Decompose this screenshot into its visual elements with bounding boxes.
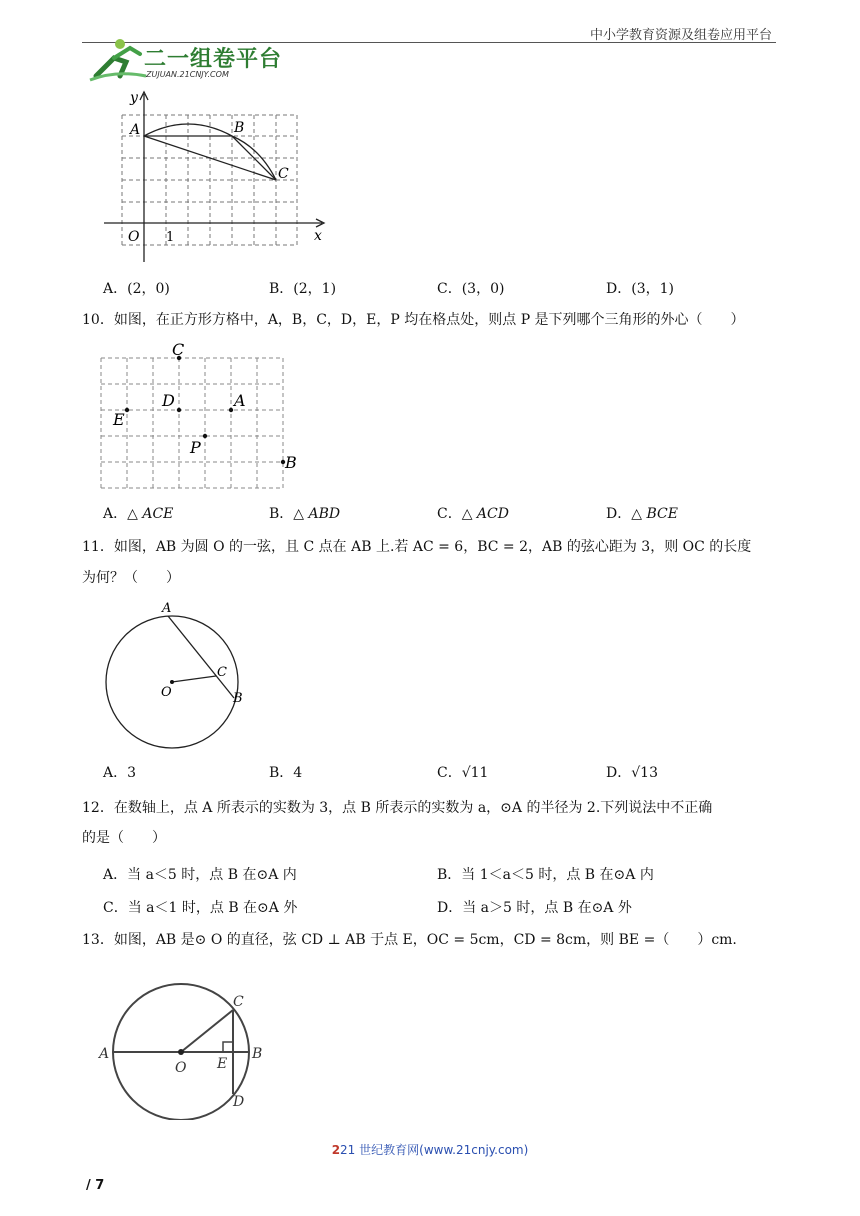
q10-label-e: E <box>113 410 125 429</box>
q13-label-c: C <box>233 994 244 1010</box>
q10-grid <box>101 358 283 488</box>
q13-center-dot <box>178 1049 184 1055</box>
q13-label-a: A <box>99 1046 110 1062</box>
q11-label-a: A <box>162 601 172 616</box>
q13-right-angle-mark <box>223 1042 233 1052</box>
logo-title: 二一组卷平台 <box>144 47 283 72</box>
q13-stem: 13．如图，AB 是⊙ O 的直径，弦 CD ⊥ AB 于点 E，OC = 5cm，CD = 8cm，则 BE =（ ）cm. <box>82 932 737 948</box>
q11-option-b[interactable]: B．4 <box>269 765 303 781</box>
q9-y-label: y <box>130 90 138 106</box>
q10-option-b[interactable]: B．△ ABD <box>269 506 341 522</box>
q11-segment-oc <box>172 676 216 682</box>
q12-option-d[interactable]: D．当 a＞5 时，点 B 在⊙A 外 <box>437 900 632 916</box>
q11-center-dot <box>170 680 174 684</box>
q11-stem-line2: 为何？（ ） <box>82 570 180 586</box>
q13-label-d: D <box>233 1094 245 1110</box>
q10-label-c: C <box>172 340 185 359</box>
q10-option-a[interactable]: A．△ ACE <box>103 506 174 522</box>
q12-stem-line1: 12．在数轴上，点 A 所表示的实数为 3，点 B 所表示的实数为 a，⊙A 的半径为 2.下列说法中不正确 <box>82 800 713 816</box>
q10-point-d <box>177 408 181 412</box>
q10-option-c[interactable]: C．△ ACD <box>437 506 509 522</box>
q11-figure <box>100 598 260 753</box>
page-total: / 7 <box>86 1178 105 1193</box>
q9-figure <box>100 90 330 265</box>
q10-label-a: A <box>234 391 246 410</box>
footer-page-number: 2 <box>331 1143 341 1157</box>
q9-label-o: O <box>128 229 140 245</box>
q9-option-d[interactable]: D．(3，1) <box>606 281 674 297</box>
q10-label-b: B <box>285 453 297 472</box>
q10-point-a <box>229 408 233 412</box>
q10-figure <box>95 338 305 498</box>
q10-stem: 10．如图，在正方形方格中，A，B，C，D，E，P 均在格点处，则点 P 是下列哪个三角形的外心（ ） <box>82 312 745 328</box>
q9-label-a: A <box>130 122 141 138</box>
q11-stem-line1: 11．如图，AB 为圆 O 的一弦，且 C 点在 AB 上.若 AC = 6，BC = 2，AB 的弦心距为 3，则 OC 的长度 <box>82 539 752 555</box>
q12-option-b[interactable]: B．当 1＜a＜5 时，点 B 在⊙A 内 <box>437 867 654 883</box>
q10-point-e <box>125 408 129 412</box>
q11-label-c: C <box>217 665 227 680</box>
q12-stem-line2: 的是（ ） <box>82 830 166 846</box>
q9-label-c: C <box>278 166 289 182</box>
q11-option-a[interactable]: A．3 <box>103 765 137 781</box>
page-footer <box>0 1141 860 1158</box>
q9-label-one: 1 <box>166 230 175 245</box>
q10-option-d[interactable]: D．△ BCE <box>606 506 678 522</box>
q11-chord-ab <box>168 616 234 698</box>
q11-label-o: O <box>161 685 172 700</box>
q12-option-a[interactable]: A．当 a＜5 时，点 B 在⊙A 内 <box>103 867 297 883</box>
q10-point-p <box>203 434 207 438</box>
site-logo <box>86 36 296 86</box>
q13-label-b: B <box>252 1046 263 1062</box>
q11-option-d[interactable]: D．√13 <box>606 765 658 781</box>
q11-option-c[interactable]: C．√11 <box>437 765 489 781</box>
q9-x-label: x <box>314 228 322 244</box>
q9-label-b: B <box>234 120 245 136</box>
q12-option-c[interactable]: C．当 a＜1 时，点 B 在⊙A 外 <box>103 900 298 916</box>
logo-subtitle: ZUJUAN.21CNJY.COM <box>146 70 229 79</box>
q9-option-a[interactable]: A．(2，0) <box>103 281 170 297</box>
q10-label-d: D <box>162 391 175 410</box>
q11-label-b: B <box>233 691 243 706</box>
footer-site-link[interactable]: 21 世纪教育网(www.21cnjy.com) <box>340 1143 529 1157</box>
platform-name: 中小学教育资源及组卷应用平台 <box>589 28 772 43</box>
q10-label-p: P <box>190 438 201 457</box>
q13-label-e: E <box>217 1056 228 1072</box>
q9-option-b[interactable]: B．(2，1) <box>269 281 337 297</box>
q13-segment-oc <box>181 1010 233 1052</box>
q9-option-c[interactable]: C．(3，0) <box>437 281 505 297</box>
q13-figure <box>95 980 280 1120</box>
q13-label-o: O <box>175 1060 187 1076</box>
